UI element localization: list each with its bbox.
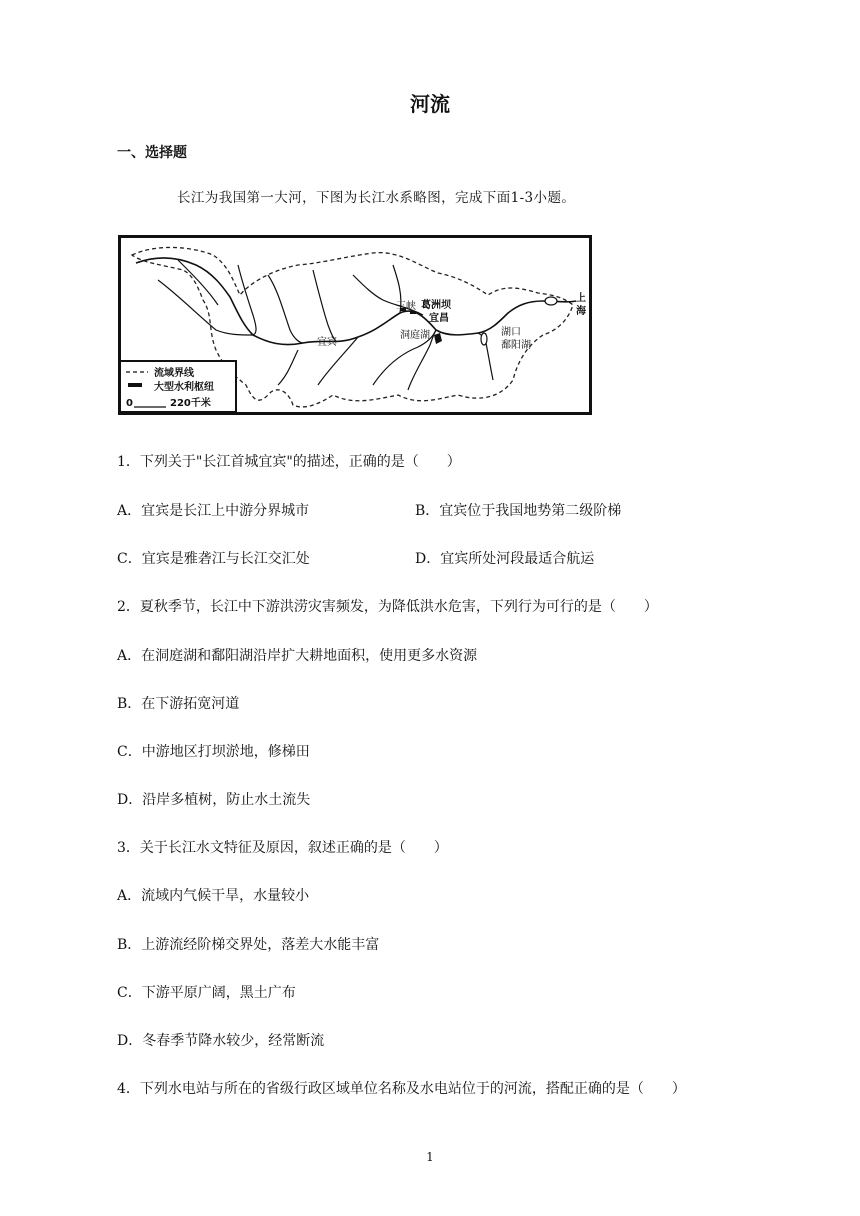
question-1-stem: 1．下列关于"长江首城宜宾"的描述，正确的是（ ） (117, 454, 461, 470)
legend-boundary: 流域界线 (154, 368, 194, 379)
label-shanghai-2: 海 (576, 306, 586, 317)
yangtze-river-map (118, 235, 592, 415)
page-number: 1 (426, 1150, 434, 1164)
label-dongtinghu: 洞庭湖 (400, 330, 430, 341)
intro-text: 长江为我国第一大河，下图为长江水系略图，完成下面1-3小题。 (177, 190, 576, 206)
label-yichang: 宜昌 (429, 313, 449, 324)
question-3-option-a[interactable]: A．流域内气候干旱，水量较小 (117, 888, 310, 904)
question-2-stem: 2．夏秋季节，长江中下游洪涝灾害频发，为降低洪水危害，下列行为可行的是（ ） (117, 599, 658, 615)
question-1-option-c[interactable]: C．宜宾是雅砻江与长江交汇处 (117, 551, 310, 567)
label-poyanghu: 鄱阳湖 (501, 340, 531, 351)
question-1-option-b[interactable]: B．宜宾位于我国地势第二级阶梯 (415, 503, 622, 519)
question-2-option-b[interactable]: B．在下游拓宽河道 (117, 696, 240, 712)
question-3-option-c[interactable]: C．下游平原广阔，黑土广布 (117, 985, 296, 1001)
label-sanxia: 三峡 (396, 301, 416, 312)
question-1-option-d[interactable]: D．宜宾所处河段最适合航运 (415, 551, 595, 567)
label-gezhouba: 葛洲坝 (421, 300, 451, 311)
question-1-option-a[interactable]: A．宜宾是长江上中游分界城市 (117, 503, 310, 519)
question-2-option-c[interactable]: C．中游地区打坝淤地，修梯田 (117, 744, 310, 760)
poyang-lake (481, 333, 487, 345)
label-yibin: 宜宾 (317, 337, 337, 348)
legend-scale-zero: 0 (126, 398, 133, 409)
legend-scale-dist: 220千米 (170, 398, 211, 409)
map-legend (120, 361, 236, 412)
legend-hydro: 大型水利枢纽 (154, 382, 214, 393)
question-3-option-d[interactable]: D．冬春季节降水较少，经常断流 (117, 1033, 325, 1049)
label-hukou: 湖口 (501, 327, 521, 338)
question-4-stem: 4．下列水电站与所在的省级行政区域单位名称及水电站位于的河流，搭配正确的是（ ） (117, 1081, 686, 1097)
page-title: 河流 (410, 92, 450, 116)
label-shanghai-1: 上 (576, 293, 586, 304)
question-2-option-a[interactable]: A．在洞庭湖和鄱阳湖沿岸扩大耕地面积，使用更多水资源 (117, 648, 478, 664)
section-heading: 一、选择题 (117, 145, 187, 161)
question-3-option-b[interactable]: B．上游流经阶梯交界处，落差大水能丰富 (117, 937, 380, 953)
question-3-stem: 3．关于长江水文特征及原因，叙述正确的是（ ） (117, 840, 448, 856)
tai-lake (545, 297, 557, 305)
question-2-option-d[interactable]: D．沿岸多植树，防止水土流失 (117, 792, 311, 808)
